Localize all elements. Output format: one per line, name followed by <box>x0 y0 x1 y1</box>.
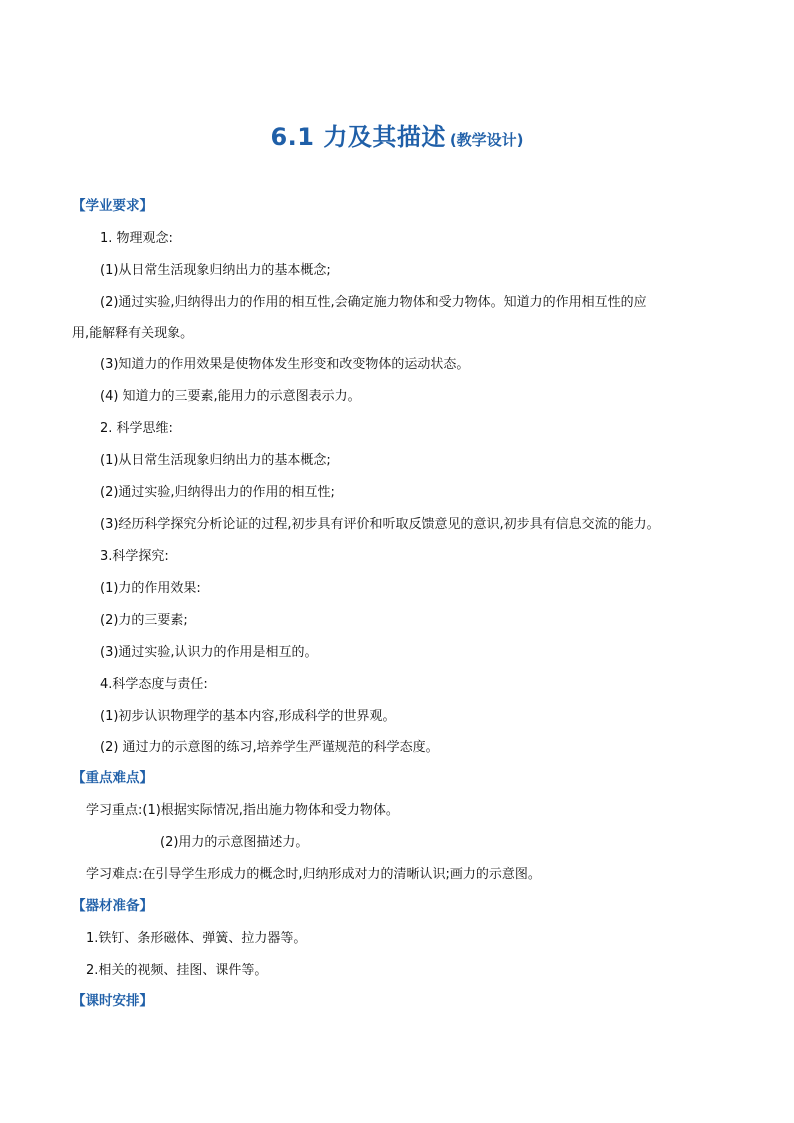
requirement-item: (2)通过实验,归纳得出力的作用的相互性; <box>100 485 335 500</box>
requirement-item: (1)初步认识物理学的基本内容,形成科学的世界观。 <box>100 709 396 724</box>
requirement-item: (1)力的作用效果: <box>100 581 201 596</box>
requirement-item: (1)从日常生活现象归纳出力的基本概念; <box>100 453 331 468</box>
key-point-focus: (2)用力的示意图描述力。 <box>160 835 309 850</box>
section-heading-requirements: 【学业要求】 <box>72 198 153 214</box>
requirement-item: (1)从日常生活现象归纳出力的基本概念; <box>100 263 331 278</box>
material-item: 1.铁钉、条形磁体、弹簧、拉力器等。 <box>86 931 307 946</box>
requirement-item: (2) 通过力的示意图的练习,培养学生严谨规范的科学态度。 <box>100 740 439 755</box>
requirement-item: 2. 科学思维: <box>100 421 173 436</box>
section-heading-schedule: 【课时安排】 <box>72 993 153 1009</box>
material-item: 2.相关的视频、挂图、课件等。 <box>86 963 268 978</box>
title-main: 6.1 力及其描述 <box>270 123 446 151</box>
requirement-item: (3)知道力的作用效果是使物体发生形变和改变物体的运动状态。 <box>100 357 470 372</box>
requirement-item: 4.科学态度与责任: <box>100 677 208 692</box>
key-point-difficulty: 学习难点:在引导学生形成力的概念时,归纳形成对力的清晰认识;画力的示意图。 <box>86 867 541 882</box>
requirement-item: 3.科学探究: <box>100 549 169 564</box>
key-point-focus: 学习重点:(1)根据实际情况,指出施力物体和受力物体。 <box>86 803 399 818</box>
requirement-item: (3)经历科学探究分析论证的过程,初步具有评价和听取反馈意见的意识,初步具有信息交流的能力。 <box>100 517 660 532</box>
requirement-item: (4) 知道力的三要素,能用力的示意图表示力。 <box>100 389 361 404</box>
document-title <box>0 117 794 152</box>
requirement-item: 1. 物理观念: <box>100 231 173 246</box>
title-subtitle: (教学设计) <box>449 131 524 149</box>
requirement-item: (2)通过实验,归纳得出力的作用的相互性,会确定施力物体和受力物体。知道力的作用相互性的应 <box>100 295 647 310</box>
requirement-item: 用,能解释有关现象。 <box>72 326 194 341</box>
section-heading-key-points: 【重点难点】 <box>72 770 153 786</box>
requirement-item: (3)通过实验,认识力的作用是相互的。 <box>100 645 318 660</box>
requirement-item: (2)力的三要素; <box>100 613 188 628</box>
section-heading-materials: 【器材准备】 <box>72 898 153 914</box>
